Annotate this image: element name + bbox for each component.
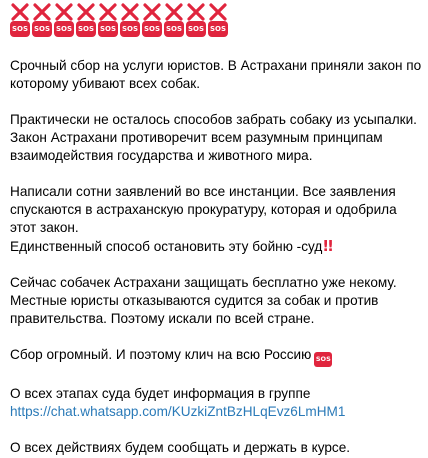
message-line: правительства. Поэтому искали по всей стране. [10, 311, 315, 326]
cross-mark-icon [32, 3, 52, 21]
message-line: Местные юристы отказываются судится за собак и против [10, 293, 379, 308]
sos-emoji [98, 3, 118, 37]
sos-icon: SOS [120, 21, 140, 37]
message-line: спускаются в астраханскую прокуратуру, которая и одобрила [10, 202, 397, 217]
cross-mark-icon [142, 3, 162, 21]
sos-emoji [32, 3, 52, 37]
sos-icon: SOS [54, 21, 74, 37]
cross-mark-icon [76, 3, 96, 21]
paragraph-2 [10, 111, 422, 165]
paragraph-3 [10, 183, 422, 256]
message-line: Практически не осталось способов забрать собаку из усыпалки. [10, 112, 417, 127]
message-line: Сейчас собачек Астрахани защищать бесплатно уже некому. [10, 275, 397, 290]
cross-mark-icon [98, 3, 118, 21]
message-line: этот закон. [10, 220, 79, 235]
message-bubble [10, 0, 422, 457]
paragraph-4 [10, 274, 422, 328]
sos-icon: SOS [10, 21, 30, 37]
message-line: которому убивают всех собак. [10, 76, 201, 91]
message-line: Написали сотни заявлений во все инстанции. Все заявления [10, 184, 396, 199]
sos-icon: SOS [32, 21, 52, 37]
sos-emoji [54, 3, 74, 37]
whatsapp-group-link[interactable]: https://chat.whatsapp.com/KUzkiZntBzHLqEvz6LmHM1 [10, 404, 346, 419]
message-line: Закон Астрахани противоречит всем разумным принципам [10, 130, 383, 145]
message-line: Срочный сбор на услуги юристов. В Астрахани приняли закон по [10, 58, 422, 73]
paragraph-1 [10, 57, 422, 93]
sos-icon: SOS [208, 21, 228, 37]
cross-mark-icon [164, 3, 184, 21]
cross-mark-icon [186, 3, 206, 21]
sos-emoji [208, 3, 228, 37]
sos-icon: SOS [142, 21, 162, 37]
sos-icon: SOS [98, 21, 118, 37]
message-line: Сбор огромный. И поэтому клич на всю Россию [10, 347, 312, 362]
message-line: Единственный способ остановить эту бойню -суд [10, 239, 323, 254]
sos-emoji [142, 3, 162, 37]
sos-emoji [164, 3, 184, 37]
sos-icon: SOS [164, 21, 184, 37]
sos-emoji [76, 3, 96, 37]
sos-emoji-row [10, 3, 422, 37]
paragraph-6 [10, 385, 422, 421]
message-line: О всех этапах суда будет информация в группе [10, 386, 311, 401]
sos-emoji [120, 3, 140, 37]
cross-mark-icon [208, 3, 228, 21]
message-line: взаимодействия государства и животного мира. [10, 148, 313, 163]
message-line: О всех действиях будем сообщать и держать в курсе. [10, 440, 351, 455]
sos-emoji [10, 3, 30, 37]
cross-mark-icon [54, 3, 74, 21]
double-exclamation-icon: !! [322, 237, 332, 255]
sos-icon: SOS [186, 21, 206, 37]
cross-mark-icon [10, 3, 30, 21]
paragraph-7 [10, 439, 422, 457]
sos-icon: SOS [76, 21, 96, 37]
cross-mark-icon [120, 3, 140, 21]
sos-icon: SOS [314, 352, 332, 367]
sos-emoji [186, 3, 206, 37]
paragraph-5 [10, 346, 422, 367]
